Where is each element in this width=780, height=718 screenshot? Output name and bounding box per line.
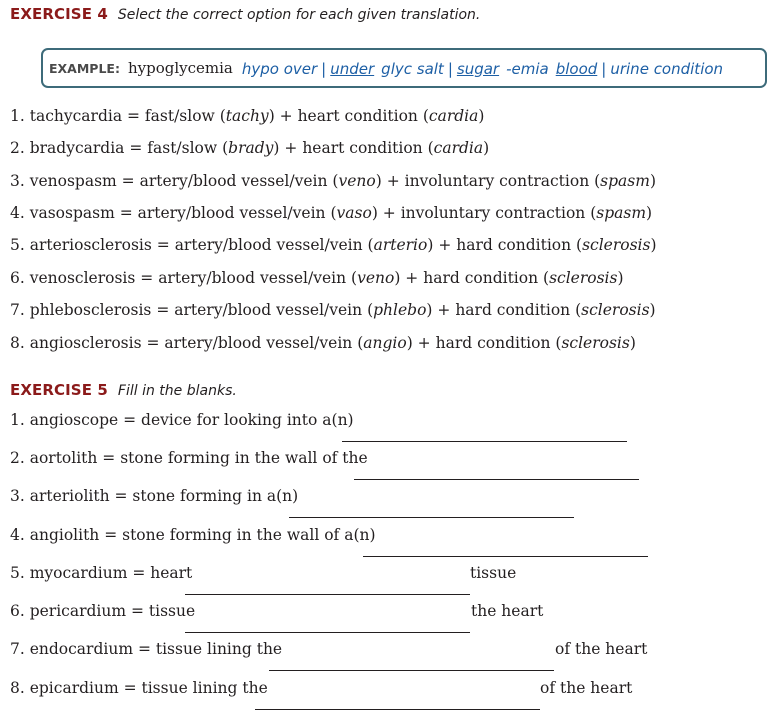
root-1: vaso (336, 204, 372, 222)
option[interactable]: -emia (506, 59, 549, 78)
static: ) + (406, 334, 436, 352)
static: ( (352, 334, 364, 352)
static: ) + (273, 139, 303, 157)
item-term: angiosclerosis (29, 334, 142, 352)
static: ) (649, 301, 656, 319)
option-group-1[interactable]: artery/blood vessel/vein (158, 269, 347, 287)
item-term: venosclerosis (29, 269, 136, 287)
static: ( (589, 172, 601, 190)
option-separator: | (601, 59, 607, 78)
static: ) + (427, 236, 457, 254)
example-term: hypoglycemia (127, 59, 233, 77)
answer-blank[interactable] (255, 709, 540, 710)
item-number: 5. (10, 236, 30, 254)
exercise-5-item-text: 1. angioscope = device for looking into a(n) (10, 411, 354, 429)
static: ( (346, 269, 358, 287)
static: ( (417, 107, 429, 125)
option-group-1[interactable]: artery/blood vessel/vein (174, 301, 363, 319)
static: ) (483, 139, 490, 157)
root-2: cardia (433, 139, 484, 157)
item-term: vasospasm (29, 204, 115, 222)
exercise-4-item[interactable] (10, 301, 656, 319)
static: ( (362, 301, 374, 319)
static: ( (422, 139, 434, 157)
static: ) (478, 107, 485, 125)
option-group-1[interactable]: artery/blood vessel/vein (139, 172, 328, 190)
answer-blank[interactable] (354, 479, 639, 480)
root-2: cardia (428, 107, 479, 125)
exercise-4-header (10, 4, 480, 23)
exercise-5-item-suffix: of the heart (555, 640, 648, 658)
selected-option[interactable]: sugar (456, 59, 500, 78)
exercise-5-item-suffix: the heart (471, 602, 544, 620)
static: ( (217, 139, 229, 157)
exercise-5-item-suffix: tissue (470, 564, 517, 582)
static: = (116, 172, 140, 190)
item-number: 6. (10, 269, 30, 287)
example-options (242, 59, 723, 78)
item-number: 2. (10, 139, 30, 157)
option-group-2[interactable]: hard condition (423, 269, 539, 287)
root-1: brady (228, 139, 274, 157)
selected-option[interactable]: blood (555, 59, 598, 78)
static: ) + (394, 269, 424, 287)
static: ) + (375, 172, 405, 190)
exercise-5-label: EXERCISE 5 (10, 381, 108, 399)
root-2: sclerosis (581, 301, 650, 319)
exercise-4-item[interactable] (10, 236, 657, 254)
option-separator: | (447, 59, 453, 78)
answer-blank[interactable] (363, 556, 648, 557)
static: ( (327, 172, 339, 190)
exercise-5-item-text: 4. angiolith = stone forming in the wall of a(n) (10, 526, 376, 544)
option-group-2[interactable]: heart condition (297, 107, 418, 125)
option-group-1[interactable]: artery/blood vessel/vein (137, 204, 326, 222)
root-2: sclerosis (582, 236, 651, 254)
root-1: phlebo (373, 301, 427, 319)
option-group-1[interactable]: fast/slow (144, 107, 215, 125)
item-term: venospasm (29, 172, 117, 190)
exercise-5-instruction: Fill in the blanks. (117, 383, 237, 399)
answer-blank[interactable] (269, 670, 554, 671)
option-group-2[interactable]: involuntary contraction (400, 204, 586, 222)
static: = (151, 236, 175, 254)
static: ) (617, 269, 624, 287)
static: ( (325, 204, 337, 222)
exercise-4-item[interactable] (10, 334, 636, 352)
static: ) + (426, 301, 456, 319)
option-group-2[interactable]: heart condition (302, 139, 423, 157)
option-group-1[interactable]: artery/blood vessel/vein (164, 334, 353, 352)
item-term: tachycardia (29, 107, 123, 125)
exercise-4-item[interactable] (10, 107, 484, 125)
exercise-4-item[interactable] (10, 204, 652, 222)
option-group-2[interactable]: hard condition (435, 334, 551, 352)
root-1: angio (363, 334, 407, 352)
static: ) (646, 204, 653, 222)
exercise-5-item-text: 2. aortolith = stone forming in the wall of the (10, 449, 368, 467)
item-term: phlebosclerosis (29, 301, 152, 319)
option[interactable]: urine condition (610, 59, 724, 78)
static: ( (550, 334, 562, 352)
example-box (41, 48, 767, 88)
static: ( (214, 107, 226, 125)
item-number: 3. (10, 172, 30, 190)
item-number: 1. (10, 107, 30, 125)
static: = (122, 107, 145, 125)
root-2: spasm (596, 204, 647, 222)
selected-option[interactable]: under (330, 59, 375, 78)
static: = (124, 139, 148, 157)
exercise-4-instruction: Select the correct option for each given translation. (117, 7, 481, 23)
item-term: arteriosclerosis (29, 236, 152, 254)
option-group-1[interactable]: artery/blood vessel/vein (174, 236, 363, 254)
static: = (114, 204, 138, 222)
exercise-5-item-suffix: of the heart (540, 679, 633, 697)
item-number: 4. (10, 204, 30, 222)
root-1: veno (357, 269, 395, 287)
exercise-5-item-text: 8. epicardium = tissue lining the (10, 679, 268, 697)
static: = (141, 334, 165, 352)
exercise-5-header (10, 380, 237, 399)
root-1: veno (338, 172, 376, 190)
option[interactable]: glyc salt (381, 59, 444, 78)
example-label: EXAMPLE: (49, 60, 120, 76)
static: ( (538, 269, 550, 287)
root-1: arterio (373, 236, 428, 254)
exercise-4-label: EXERCISE 4 (10, 5, 108, 23)
static: ( (585, 204, 597, 222)
static: ) + (371, 204, 401, 222)
static: ) (650, 236, 657, 254)
static: = (151, 301, 175, 319)
exercise-5-item-text: 6. pericardium = tissue (10, 602, 196, 620)
option-group-2[interactable]: involuntary contraction (404, 172, 590, 190)
static: ) (629, 334, 636, 352)
answer-blank[interactable] (342, 441, 627, 442)
root-1: tachy (225, 107, 269, 125)
item-number: 7. (10, 301, 30, 319)
answer-blank[interactable] (289, 517, 574, 518)
static: ( (571, 236, 583, 254)
option-group-1[interactable]: fast/slow (147, 139, 218, 157)
exercise-4-item[interactable] (10, 139, 489, 157)
static: ( (570, 301, 582, 319)
option-group-2[interactable]: hard condition (455, 301, 571, 319)
exercise-5-item-text: 3. arteriolith = stone forming in a(n) (10, 487, 299, 505)
exercise-5-item-text: 7. endocardium = tissue lining the (10, 640, 283, 658)
static: ) (649, 172, 657, 190)
static: = (135, 269, 159, 287)
root-2: spasm (600, 172, 650, 190)
item-number: 8. (10, 334, 30, 352)
option-group-2[interactable]: hard condition (456, 236, 572, 254)
exercise-5-item-text: 5. myocardium = heart (10, 564, 193, 582)
exercise-4-item[interactable] (10, 172, 656, 190)
root-2: sclerosis (549, 269, 618, 287)
item-term: bradycardia (29, 139, 125, 157)
static: ( (362, 236, 374, 254)
answer-blank[interactable] (185, 594, 470, 595)
option[interactable]: hypo over (241, 59, 318, 78)
root-2: sclerosis (561, 334, 630, 352)
exercise-4-item[interactable] (10, 269, 624, 287)
option-separator: | (321, 59, 327, 78)
static: ) + (268, 107, 298, 125)
answer-blank[interactable] (185, 632, 470, 633)
